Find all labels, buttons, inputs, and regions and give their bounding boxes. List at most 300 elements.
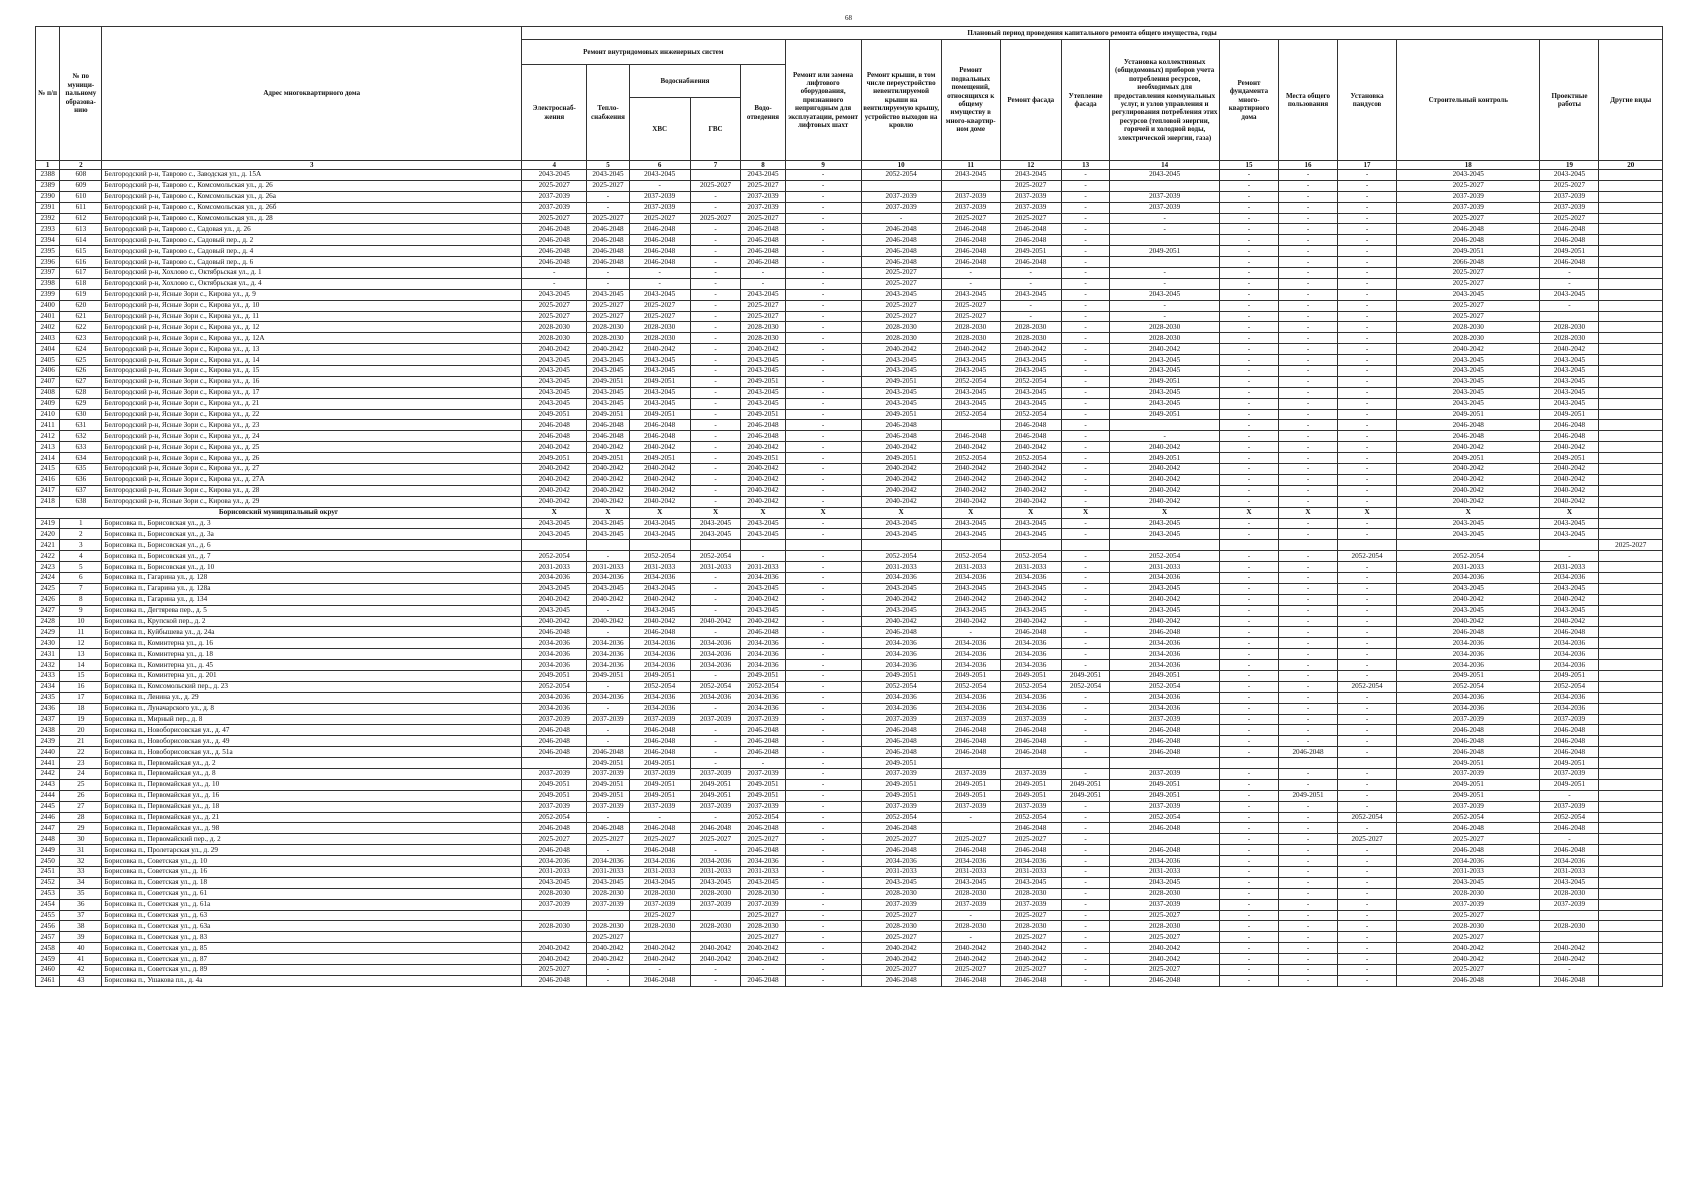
period-cell: - (1338, 649, 1397, 660)
period-cell (1599, 551, 1663, 562)
period-cell: 2052-2054 (1397, 681, 1540, 692)
period-cell: - (1061, 453, 1110, 464)
period-cell: - (1338, 366, 1397, 377)
period-cell: - (741, 758, 785, 769)
period-cell: 2046-2048 (1397, 823, 1540, 834)
period-cell: - (1061, 235, 1110, 246)
column-number: 11 (941, 161, 1000, 170)
period-cell: 2049-2051 (1110, 409, 1220, 420)
row-number: 2392 (36, 213, 60, 224)
period-cell (1599, 376, 1663, 387)
period-cell: 2037-2039 (741, 202, 785, 213)
period-cell: 2046-2048 (741, 747, 785, 758)
period-cell: - (1279, 899, 1338, 910)
period-cell (1599, 529, 1663, 540)
period-cell: - (1338, 965, 1397, 976)
period-cell: 2046-2048 (629, 257, 690, 268)
period-cell: 2025-2027 (690, 213, 741, 224)
period-cell: 2046-2048 (941, 235, 1000, 246)
period-cell: - (1061, 649, 1110, 660)
period-cell: 2052-2054 (1540, 681, 1599, 692)
period-cell: - (741, 965, 785, 976)
period-cell: 2040-2042 (1540, 485, 1599, 496)
period-cell (1599, 812, 1663, 823)
period-cell: 2049-2051 (690, 790, 741, 801)
period-cell: 2040-2042 (1110, 344, 1220, 355)
period-cell: 2052-2054 (1397, 551, 1540, 562)
period-cell: 2034-2036 (741, 649, 785, 660)
period-cell: - (1338, 867, 1397, 878)
column-number: 20 (1599, 161, 1663, 170)
header-no: № п/п (36, 27, 60, 161)
period-cell: 2037-2039 (1000, 714, 1061, 725)
period-cell: - (1061, 975, 1110, 986)
period-cell: 2034-2036 (587, 638, 629, 649)
period-cell (690, 170, 741, 181)
address-cell: Борисовка п., Новоборисовская ул., д. 51а (102, 747, 522, 758)
period-cell: 2037-2039 (1110, 899, 1220, 910)
address-cell: Борисовка п., Первомайская ул., д. 10 (102, 779, 522, 790)
address-cell: Борисовка п., Ушакова пл., д. 4а (102, 975, 522, 986)
period-cell: - (785, 910, 861, 921)
period-cell: 2043-2045 (1000, 355, 1061, 366)
municipal-number: 34 (60, 877, 102, 888)
period-cell: 2043-2045 (1540, 398, 1599, 409)
row-number: 2447 (36, 823, 60, 834)
municipal-number: 621 (60, 311, 102, 322)
period-cell: 2049-2051 (522, 453, 587, 464)
period-cell (1599, 692, 1663, 703)
period-cell: 2037-2039 (861, 768, 941, 779)
period-cell: - (1061, 474, 1110, 485)
municipal-number: 11 (60, 627, 102, 638)
period-cell: 2040-2042 (629, 943, 690, 954)
period-cell: 2049-2051 (629, 790, 690, 801)
period-cell: 2025-2027 (522, 213, 587, 224)
header-basement: Ремонт подвальных помещений, относящихся к общему имуществу в много-квартир-ном доме (941, 40, 1000, 161)
period-cell: - (1061, 572, 1110, 583)
period-cell (1599, 888, 1663, 899)
period-cell: 2034-2036 (1540, 856, 1599, 867)
period-cell: 2037-2039 (522, 191, 587, 202)
row-number: 2407 (36, 376, 60, 387)
period-cell: - (690, 725, 741, 736)
period-cell: 2046-2048 (587, 747, 629, 758)
period-cell: 2025-2027 (1000, 834, 1061, 845)
period-cell: 2046-2048 (1540, 736, 1599, 747)
period-cell: - (1219, 289, 1278, 300)
period-cell: 2043-2045 (587, 398, 629, 409)
period-cell: - (1279, 496, 1338, 507)
period-cell: 2049-2051 (629, 779, 690, 790)
period-cell: 2034-2036 (941, 703, 1000, 714)
period-cell: 2034-2036 (1397, 649, 1540, 660)
period-cell: 2034-2036 (629, 856, 690, 867)
table-row (36, 170, 1663, 181)
period-cell: - (1338, 518, 1397, 529)
period-cell: 2046-2048 (1397, 845, 1540, 856)
period-cell: - (785, 257, 861, 268)
period-cell: - (1061, 518, 1110, 529)
period-cell: 2034-2036 (629, 572, 690, 583)
period-cell: - (1279, 801, 1338, 812)
period-cell: 2043-2045 (1540, 529, 1599, 540)
period-cell: 2034-2036 (1397, 660, 1540, 671)
column-numbers-row (36, 161, 1663, 170)
period-cell: - (785, 660, 861, 671)
period-cell: - (1338, 725, 1397, 736)
period-cell (690, 540, 741, 551)
table-row (36, 311, 1663, 322)
period-cell (1599, 594, 1663, 605)
period-cell: - (690, 344, 741, 355)
period-cell: 2034-2036 (629, 638, 690, 649)
period-cell: 2043-2045 (522, 529, 587, 540)
period-cell (1599, 823, 1663, 834)
municipal-number: 635 (60, 464, 102, 475)
period-cell: 2037-2039 (629, 191, 690, 202)
period-cell: 2040-2042 (861, 464, 941, 475)
period-cell: - (1279, 594, 1338, 605)
period-cell: 2052-2054 (1000, 409, 1061, 420)
period-cell: - (1279, 191, 1338, 202)
period-cell: 2046-2048 (941, 975, 1000, 986)
period-cell: 2052-2054 (861, 812, 941, 823)
row-number: 2434 (36, 681, 60, 692)
period-cell: 2025-2027 (587, 932, 629, 943)
period-cell: X (1338, 507, 1397, 518)
period-cell (1599, 485, 1663, 496)
period-cell: - (785, 398, 861, 409)
period-cell: 2046-2048 (587, 257, 629, 268)
period-cell: 2043-2045 (629, 398, 690, 409)
period-cell: 2034-2036 (741, 703, 785, 714)
period-cell: - (690, 420, 741, 431)
period-cell (1110, 235, 1220, 246)
period-cell: 2049-2051 (1000, 790, 1061, 801)
period-cell: 2034-2036 (861, 638, 941, 649)
address-cell: Борисовка п., Гагарина ул., д. 128 (102, 572, 522, 583)
period-cell: 2052-2054 (1338, 812, 1397, 823)
period-cell: 2046-2048 (1000, 823, 1061, 834)
period-cell: - (1219, 954, 1278, 965)
period-cell: 2034-2036 (1110, 638, 1220, 649)
period-cell: - (1219, 474, 1278, 485)
municipal-number: 17 (60, 692, 102, 703)
header-roof: Ремонт крыши, в том числе переустройство невентилируемой крыши на вентилируемую крышу, устройство выходов на кровлю (861, 40, 941, 161)
row-number: 2441 (36, 758, 60, 769)
period-cell: 2046-2048 (741, 235, 785, 246)
municipal-number: 610 (60, 191, 102, 202)
period-cell (1599, 921, 1663, 932)
row-number: 2409 (36, 398, 60, 409)
table-row (36, 845, 1663, 856)
period-cell (1599, 398, 1663, 409)
table-row (36, 834, 1663, 845)
period-cell (1338, 540, 1397, 551)
period-cell: 2031-2033 (629, 562, 690, 573)
period-cell: 2031-2033 (741, 562, 785, 573)
municipal-number: 631 (60, 420, 102, 431)
period-cell: 2043-2045 (1110, 366, 1220, 377)
period-cell: 2040-2042 (741, 594, 785, 605)
period-cell: - (1219, 627, 1278, 638)
period-cell: 2037-2039 (1000, 801, 1061, 812)
period-cell: 2040-2042 (1000, 464, 1061, 475)
municipal-number: 618 (60, 278, 102, 289)
period-cell (941, 540, 1000, 551)
period-cell: - (690, 812, 741, 823)
period-cell: - (1279, 692, 1338, 703)
period-cell: 2046-2048 (522, 747, 587, 758)
period-cell: - (1338, 496, 1397, 507)
address-cell: Борисовка п., Борисовская ул., д. 3а (102, 529, 522, 540)
address-cell: Борисовка п., Борисовская ул., д. 3 (102, 518, 522, 529)
row-number: 2458 (36, 943, 60, 954)
period-cell: - (1279, 703, 1338, 714)
header-elevator: Ремонт или замена лифтового оборудования, признанного непригодным для эксплуатации, ремонт лифтовых шахт (785, 40, 861, 161)
period-cell: 2025-2027 (941, 834, 1000, 845)
row-number: 2405 (36, 355, 60, 366)
period-cell: 2052-2054 (522, 551, 587, 562)
period-cell: - (1219, 932, 1278, 943)
period-cell: 2049-2051 (629, 758, 690, 769)
municipal-number: 23 (60, 758, 102, 769)
period-cell: 2046-2048 (1540, 975, 1599, 986)
period-cell: 2028-2030 (1000, 888, 1061, 899)
table-row (36, 224, 1663, 235)
period-cell: - (1061, 823, 1110, 834)
table-row (36, 932, 1663, 943)
period-cell: - (1061, 877, 1110, 888)
period-cell: - (1061, 420, 1110, 431)
period-cell: - (785, 627, 861, 638)
period-cell: X (1279, 507, 1338, 518)
period-cell: 2040-2042 (1110, 464, 1220, 475)
address-cell: Белгородский р-н, Таврово с., Садовый пер., д. 6 (102, 257, 522, 268)
period-cell: - (1219, 670, 1278, 681)
period-cell: 2040-2042 (587, 464, 629, 475)
period-cell: 2034-2036 (1110, 703, 1220, 714)
period-cell: 2025-2027 (1397, 213, 1540, 224)
period-cell: - (690, 496, 741, 507)
period-cell: - (1061, 660, 1110, 671)
period-cell: 2034-2036 (1397, 572, 1540, 583)
page-number: 68 (845, 14, 852, 22)
period-cell: - (1338, 409, 1397, 420)
period-cell: 2043-2045 (861, 398, 941, 409)
period-cell: 2037-2039 (1110, 768, 1220, 779)
header-construction-control: Строительный контроль (1397, 40, 1540, 161)
period-cell: 2037-2039 (941, 191, 1000, 202)
period-cell: - (690, 246, 741, 257)
period-cell: - (1338, 932, 1397, 943)
row-number: 2445 (36, 801, 60, 812)
period-cell: - (1279, 398, 1338, 409)
period-cell: 2040-2042 (941, 496, 1000, 507)
period-cell: 2034-2036 (587, 660, 629, 671)
period-cell: - (1219, 278, 1278, 289)
period-cell: X (629, 507, 690, 518)
period-cell: - (1279, 170, 1338, 181)
period-cell: 2046-2048 (741, 431, 785, 442)
municipal-number: 21 (60, 736, 102, 747)
period-cell: 2052-2054 (861, 170, 941, 181)
period-cell: 2046-2048 (1397, 747, 1540, 758)
period-cell (1599, 616, 1663, 627)
period-cell: - (1219, 366, 1278, 377)
period-cell: 2034-2036 (1540, 572, 1599, 583)
period-cell (1599, 474, 1663, 485)
period-cell: - (1279, 387, 1338, 398)
period-cell: - (1110, 311, 1220, 322)
column-number: 6 (629, 161, 690, 170)
table-row (36, 398, 1663, 409)
period-cell: - (1219, 867, 1278, 878)
period-cell: 2049-2051 (1061, 670, 1110, 681)
row-number: 2448 (36, 834, 60, 845)
period-cell: - (1338, 322, 1397, 333)
period-cell: - (1338, 268, 1397, 279)
period-cell: - (1279, 714, 1338, 725)
period-cell: 2040-2042 (941, 442, 1000, 453)
period-cell: 2031-2033 (741, 867, 785, 878)
period-cell: 2037-2039 (629, 768, 690, 779)
period-cell: 2043-2045 (1540, 289, 1599, 300)
period-cell: 2031-2033 (861, 562, 941, 573)
period-cell: 2049-2051 (522, 790, 587, 801)
period-cell: - (690, 257, 741, 268)
period-cell: 2040-2042 (1397, 442, 1540, 453)
period-cell: 2043-2045 (522, 355, 587, 366)
period-cell: - (629, 278, 690, 289)
municipal-number: 637 (60, 485, 102, 496)
period-cell: - (1540, 278, 1599, 289)
period-cell: - (1338, 736, 1397, 747)
column-number: 17 (1338, 161, 1397, 170)
table-row (36, 322, 1663, 333)
period-cell: - (785, 932, 861, 943)
period-cell: 2040-2042 (941, 474, 1000, 485)
row-number: 2429 (36, 627, 60, 638)
period-cell: - (785, 572, 861, 583)
period-cell: - (1061, 910, 1110, 921)
table-row (36, 768, 1663, 779)
period-cell: 2043-2045 (587, 877, 629, 888)
period-cell: - (1061, 333, 1110, 344)
period-cell: - (1061, 627, 1110, 638)
period-cell: - (1279, 518, 1338, 529)
period-cell: 2049-2051 (1540, 670, 1599, 681)
period-cell: - (690, 583, 741, 594)
address-cell: Борисовка п., Советская ул., д. 83 (102, 932, 522, 943)
period-cell: - (1061, 856, 1110, 867)
period-cell (1279, 758, 1338, 769)
period-cell: 2043-2045 (1397, 289, 1540, 300)
period-cell: - (1219, 801, 1278, 812)
period-cell: 2043-2045 (741, 583, 785, 594)
period-cell: - (1338, 910, 1397, 921)
row-number: 2436 (36, 703, 60, 714)
period-cell: - (1061, 246, 1110, 257)
period-cell: 2043-2045 (741, 355, 785, 366)
period-cell: - (1279, 420, 1338, 431)
period-cell: 2046-2048 (1110, 823, 1220, 834)
period-cell: 2043-2045 (941, 583, 1000, 594)
row-number: 2425 (36, 583, 60, 594)
period-cell: 2040-2042 (941, 594, 1000, 605)
period-cell: - (1061, 943, 1110, 954)
row-number: 2406 (36, 366, 60, 377)
period-cell: - (785, 268, 861, 279)
period-cell (1599, 420, 1663, 431)
table-row (36, 714, 1663, 725)
municipal-number: 627 (60, 376, 102, 387)
period-cell: - (1279, 409, 1338, 420)
period-cell: 2040-2042 (1110, 616, 1220, 627)
period-cell: 2046-2048 (629, 224, 690, 235)
period-cell: - (1219, 572, 1278, 583)
municipal-number: 613 (60, 224, 102, 235)
period-cell: - (1061, 224, 1110, 235)
period-cell: 2043-2045 (1540, 170, 1599, 181)
period-cell: 2043-2045 (587, 387, 629, 398)
period-cell: 2043-2045 (1110, 529, 1220, 540)
period-cell: 2046-2048 (861, 627, 941, 638)
period-cell: - (587, 812, 629, 823)
header-electricity: Электроснаб-жения (522, 65, 587, 161)
period-cell: 2052-2054 (1338, 551, 1397, 562)
period-cell: 2040-2042 (861, 485, 941, 496)
period-cell: 2043-2045 (941, 170, 1000, 181)
period-cell: - (1338, 943, 1397, 954)
municipal-number: 38 (60, 921, 102, 932)
period-cell: - (1219, 725, 1278, 736)
period-cell: 2052-2054 (941, 409, 1000, 420)
address-cell: Борисовка п., Советская ул., д. 89 (102, 965, 522, 976)
period-cell: 2046-2048 (522, 725, 587, 736)
period-cell: 2034-2036 (941, 649, 1000, 660)
period-cell: - (1279, 464, 1338, 475)
period-cell: - (690, 975, 741, 986)
period-cell: 2040-2042 (522, 954, 587, 965)
column-number: 12 (1000, 161, 1061, 170)
address-cell: Белгородский р-н, Хохлово с., Октябрьская ул., д. 1 (102, 268, 522, 279)
period-cell: 2025-2027 (587, 300, 629, 311)
table-row (36, 268, 1663, 279)
period-cell: 2049-2051 (1397, 758, 1540, 769)
period-cell: - (1219, 529, 1278, 540)
period-cell: 2052-2054 (941, 551, 1000, 562)
period-cell: 2049-2051 (629, 670, 690, 681)
period-cell: - (587, 845, 629, 856)
period-cell: 2040-2042 (1397, 344, 1540, 355)
period-cell: - (1338, 954, 1397, 965)
period-cell: 2040-2042 (1110, 496, 1220, 507)
period-cell: 2025-2027 (861, 300, 941, 311)
period-cell: 2034-2036 (587, 856, 629, 867)
period-cell: 2037-2039 (587, 768, 629, 779)
header-meters: Установка коллективных (общедомовых) приборов учета потребления ресурсов, необходимых для предоставления коммунальных услуг, и узлов управления и регулирования потребления этих ресурсов (тепловой энергии, горячей и холодной воды, электрической энергии, газа) (1110, 40, 1220, 161)
period-cell: - (1061, 398, 1110, 409)
period-cell: - (1219, 257, 1278, 268)
period-cell: - (690, 322, 741, 333)
address-cell: Белгородский р-н, Ясные Зори с., Кирова ул., д. 9 (102, 289, 522, 300)
period-cell (1338, 758, 1397, 769)
period-cell: 2034-2036 (1540, 660, 1599, 671)
period-cell: - (1338, 660, 1397, 671)
period-cell: - (1219, 300, 1278, 311)
